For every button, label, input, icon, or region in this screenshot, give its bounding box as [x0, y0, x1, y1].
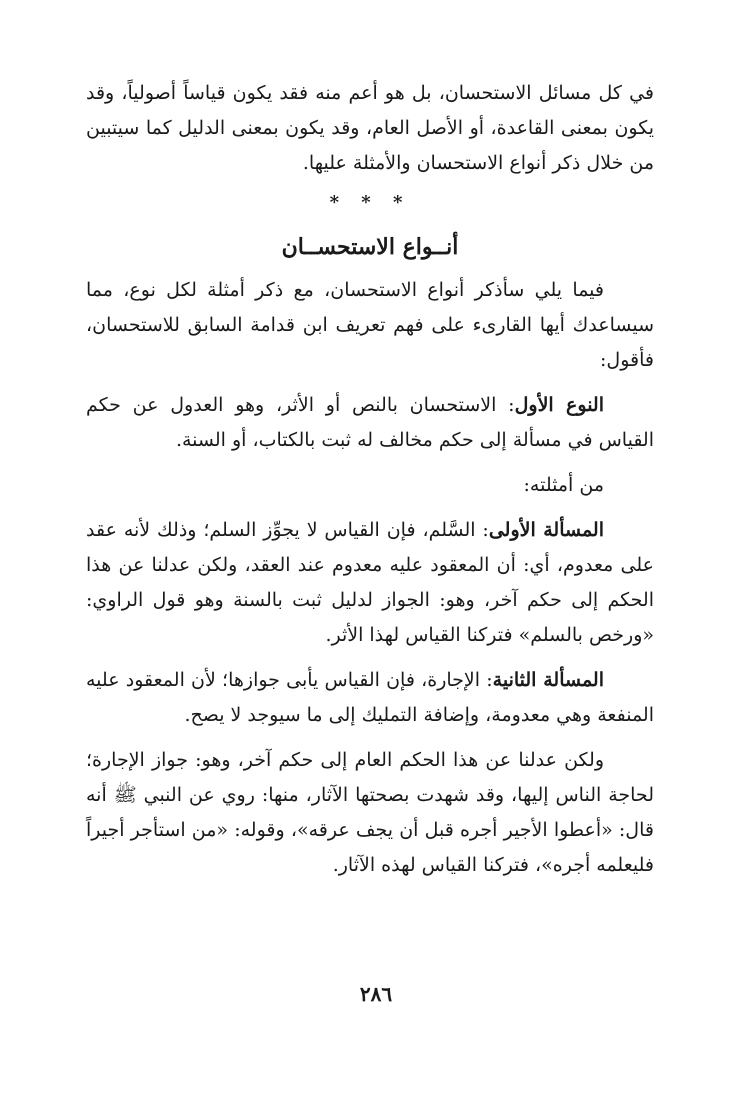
- issue1-paragraph: [86, 513, 654, 653]
- examples-intro: من أمثلته:: [523, 474, 604, 496]
- type1-paragraph: [86, 388, 654, 458]
- issue1-label: المسألة الأولى: [488, 519, 604, 541]
- section-title: أنــواع الاستحســان: [281, 234, 459, 260]
- issue2-paragraph: [86, 663, 654, 733]
- type1-label: النوع الأول: [514, 394, 604, 416]
- closing-paragraph: ولكن عدلنا عن هذا الحكم العام إلى حكم آخر، وهو: جواز الإجارة؛ لحاجة الناس إليها، وقد شهدت بصحتها الآثار، منها: روي عن النبي ﷺ أنه قال: «أعطوا الأجير أجره قبل أن يجف عرقه»، وقوله: «من استأجر أجيراً فليعلمه أجره»، فتركنا القياس لهذه الآثار.: [86, 749, 654, 876]
- page-number: ٢٨٦: [359, 982, 393, 1006]
- issue2-label: المسألة الثانية: [492, 669, 604, 691]
- issue2-text: : الإجارة، فإن القياس يأبى جوازها؛ لأن المعقود عليه المنفعة وهي معدومة، وإضافة التمليك إلى ما سيوجد لا يصح.: [86, 669, 654, 726]
- page-body: [86, 76, 654, 883]
- lead-paragraph: فيما يلي سأذكر أنواع الاستحسان، مع ذكر أمثلة لكل نوع، مما سيساعدك أيها القارىء على فهم تعريف ابن قدامة السابق للاستحسان، فأقول:: [86, 279, 654, 371]
- issue1-text: : السَّلم، فإن القياس لا يجوِّز السلم؛ وذلك لأنه عقد على معدوم، أي: أن المعقود عليه معدوم عند العقد، ولكن عدلنا عن هذا الحكم إلى حكم آخر، وهو: الجواز لدليل ثبت بالسنة وهو قول الراوي: «ورخص بالسلم» فتركنا القياس لهذا الأثر.: [86, 519, 654, 646]
- intro-paragraph: في كل مسائل الاستحسان، بل هو أعم منه فقد يكون قياساً أصولياً، وقد يكون بمعنى القاعدة، أو الأصل العام، وقد يكون بمعنى الدليل كما سيتبين من خلال ذكر أنواع الاستحسان والأمثلة عليها.: [86, 82, 654, 174]
- type1-text: : الاستحسان بالنص أو الأثر، وهو العدول عن حكم القياس في مسألة إلى حكم مخالف له ثبت بالكتاب، أو السنة.: [86, 394, 654, 451]
- section-separator: * * *: [329, 192, 411, 213]
